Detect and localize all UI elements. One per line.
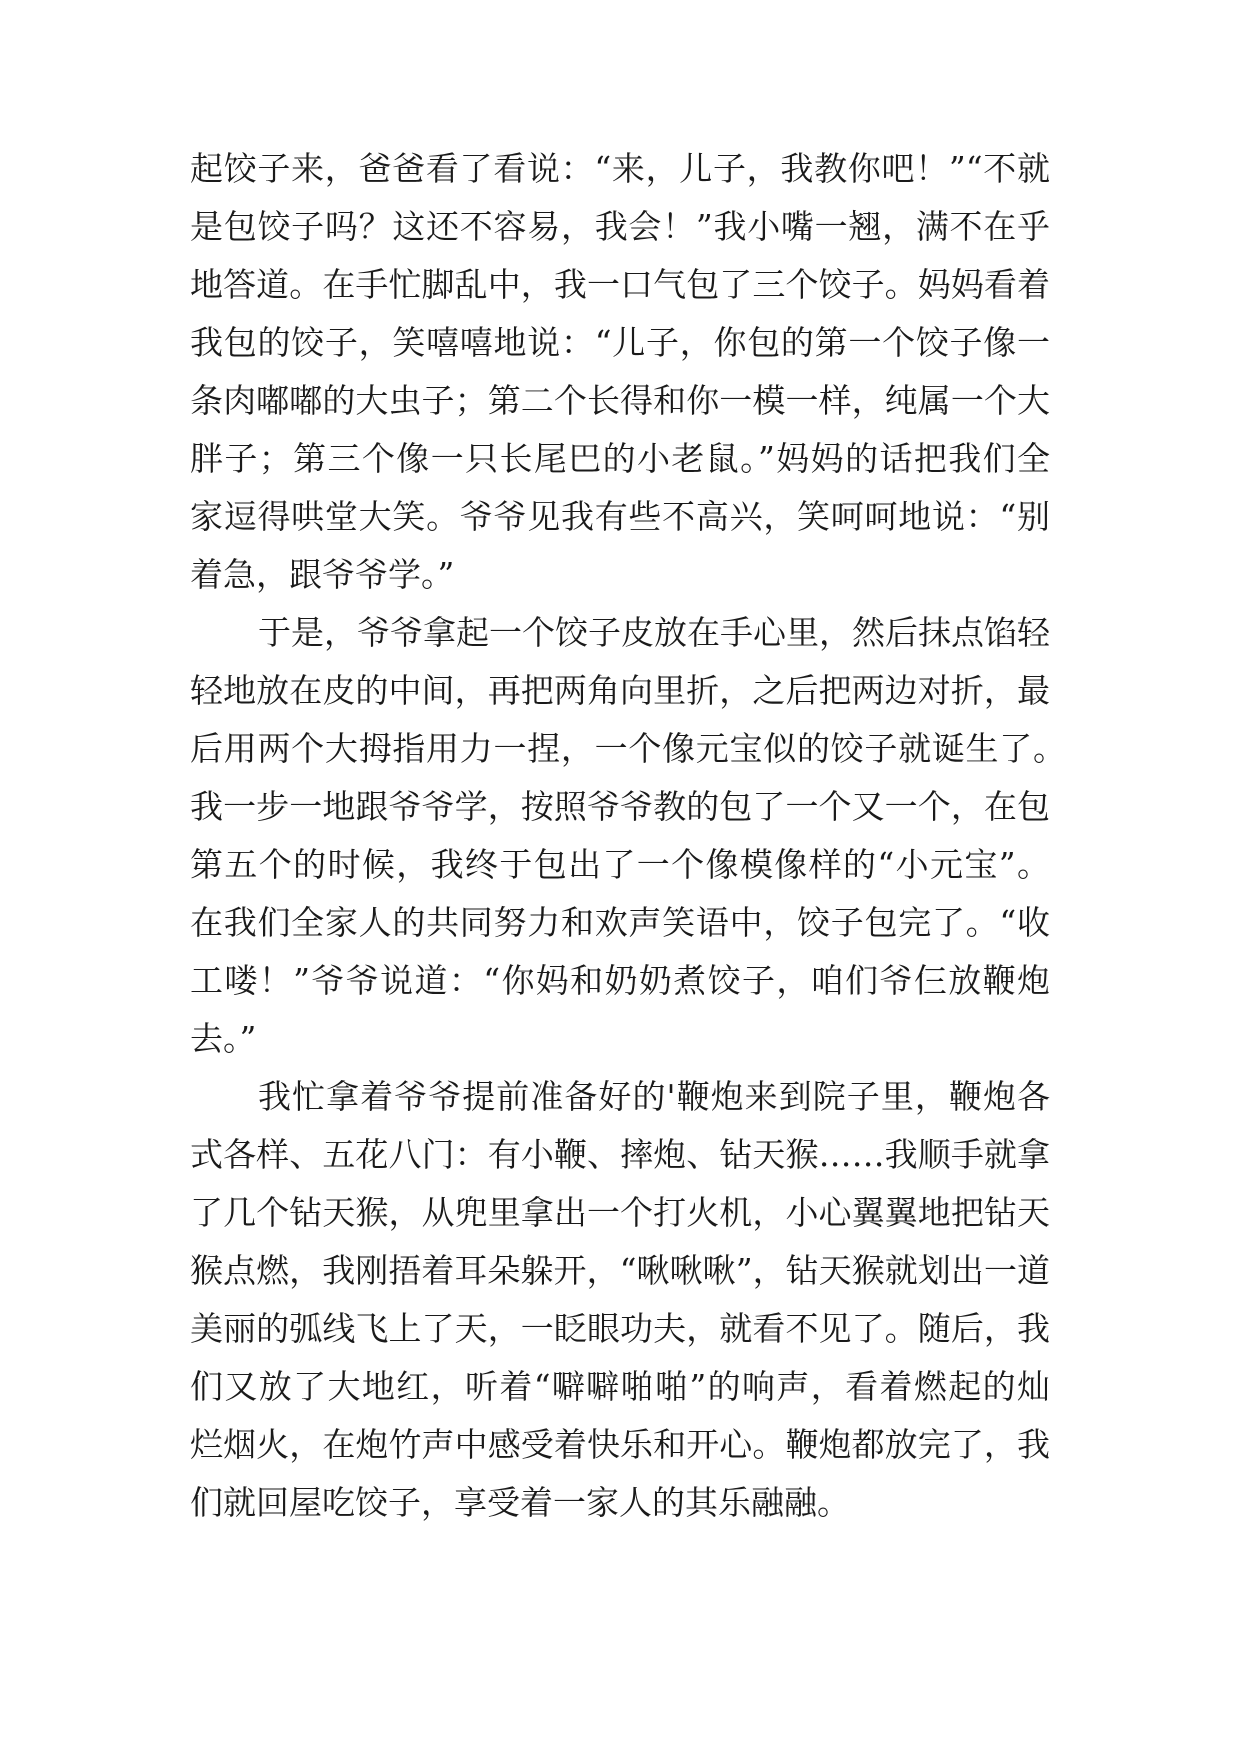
text-line: 去。”: [190, 1019, 257, 1058]
text-line: 式各样、五花八门：有小鞭、摔炮、钻天猴……我顺手就拿: [190, 1135, 1050, 1174]
text-line: 第五个的时候，我终于包出了一个像模像样的“小元宝”。: [190, 845, 1050, 884]
text-line: 美丽的弧线飞上了天，一眨眼功夫，就看不见了。随后，我: [190, 1309, 1050, 1348]
paragraph-1: [190, 140, 1050, 604]
text-line: 胖子；第三个像一只长尾巴的小老鼠。”妈妈的话把我们全: [190, 439, 1050, 478]
text-line: 在我们全家人的共同努力和欢声笑语中，饺子包完了。“收: [190, 903, 1050, 942]
text-line: 是包饺子吗？这还不容易，我会！”我小嘴一翘，满不在乎: [190, 207, 1050, 246]
text-line: 条肉嘟嘟的大虫子；第二个长得和你一模一样，纯属一个大: [190, 381, 1050, 420]
paragraph-2: [190, 604, 1066, 1068]
text-line: 工喽！”爷爷说道：“你妈和奶奶煮饺子，咱们爷仨放鞭炮: [190, 961, 1050, 1000]
text-line: 地答道。在手忙脚乱中，我一口气包了三个饺子。妈妈看着: [190, 265, 1050, 304]
text-line: 我包的饺子，笑嘻嘻地说：“儿子，你包的第一个饺子像一: [190, 323, 1050, 362]
text-line: 家逗得哄堂大笑。爷爷见我有些不高兴，笑呵呵地说：“别: [190, 497, 1050, 536]
text-line: 起饺子来，爸爸看了看说：“来，儿子，我教你吧！”“不就: [190, 149, 1050, 188]
text-line: 于是，爷爷拿起一个饺子皮放在手心里，然后抹点馅轻: [258, 613, 1050, 652]
text-line: 后用两个大拇指用力一捏，一个像元宝似的饺子就诞生了。: [190, 729, 1066, 768]
text-line: 我忙拿着爷爷提前准备好的'鞭炮来到院子里，鞭炮各: [258, 1077, 1050, 1116]
text-line: 猴点燃，我刚捂着耳朵躲开，“啾啾啾”，钻天猴就划出一道: [190, 1251, 1050, 1290]
text-line: 轻地放在皮的中间，再把两角向里折，之后把两边对折，最: [190, 671, 1050, 710]
text-line: 烂烟火，在炮竹声中感受着快乐和开心。鞭炮都放完了，我: [190, 1425, 1050, 1464]
text-line: 们就回屋吃饺子，享受着一家人的其乐融融。: [190, 1483, 850, 1522]
document-body: [190, 140, 1066, 1532]
text-line: 我一步一地跟爷爷学，按照爷爷教的包了一个又一个，在包: [190, 787, 1050, 826]
text-line: 们又放了大地红，听着“噼噼啪啪”的响声，看着燃起的灿: [190, 1367, 1050, 1406]
text-line: 着急，跟爷爷学。”: [190, 555, 455, 594]
text-line: 了几个钻天猴，从兜里拿出一个打火机，小心翼翼地把钻天: [190, 1193, 1050, 1232]
paragraph-3: [190, 1068, 1050, 1532]
